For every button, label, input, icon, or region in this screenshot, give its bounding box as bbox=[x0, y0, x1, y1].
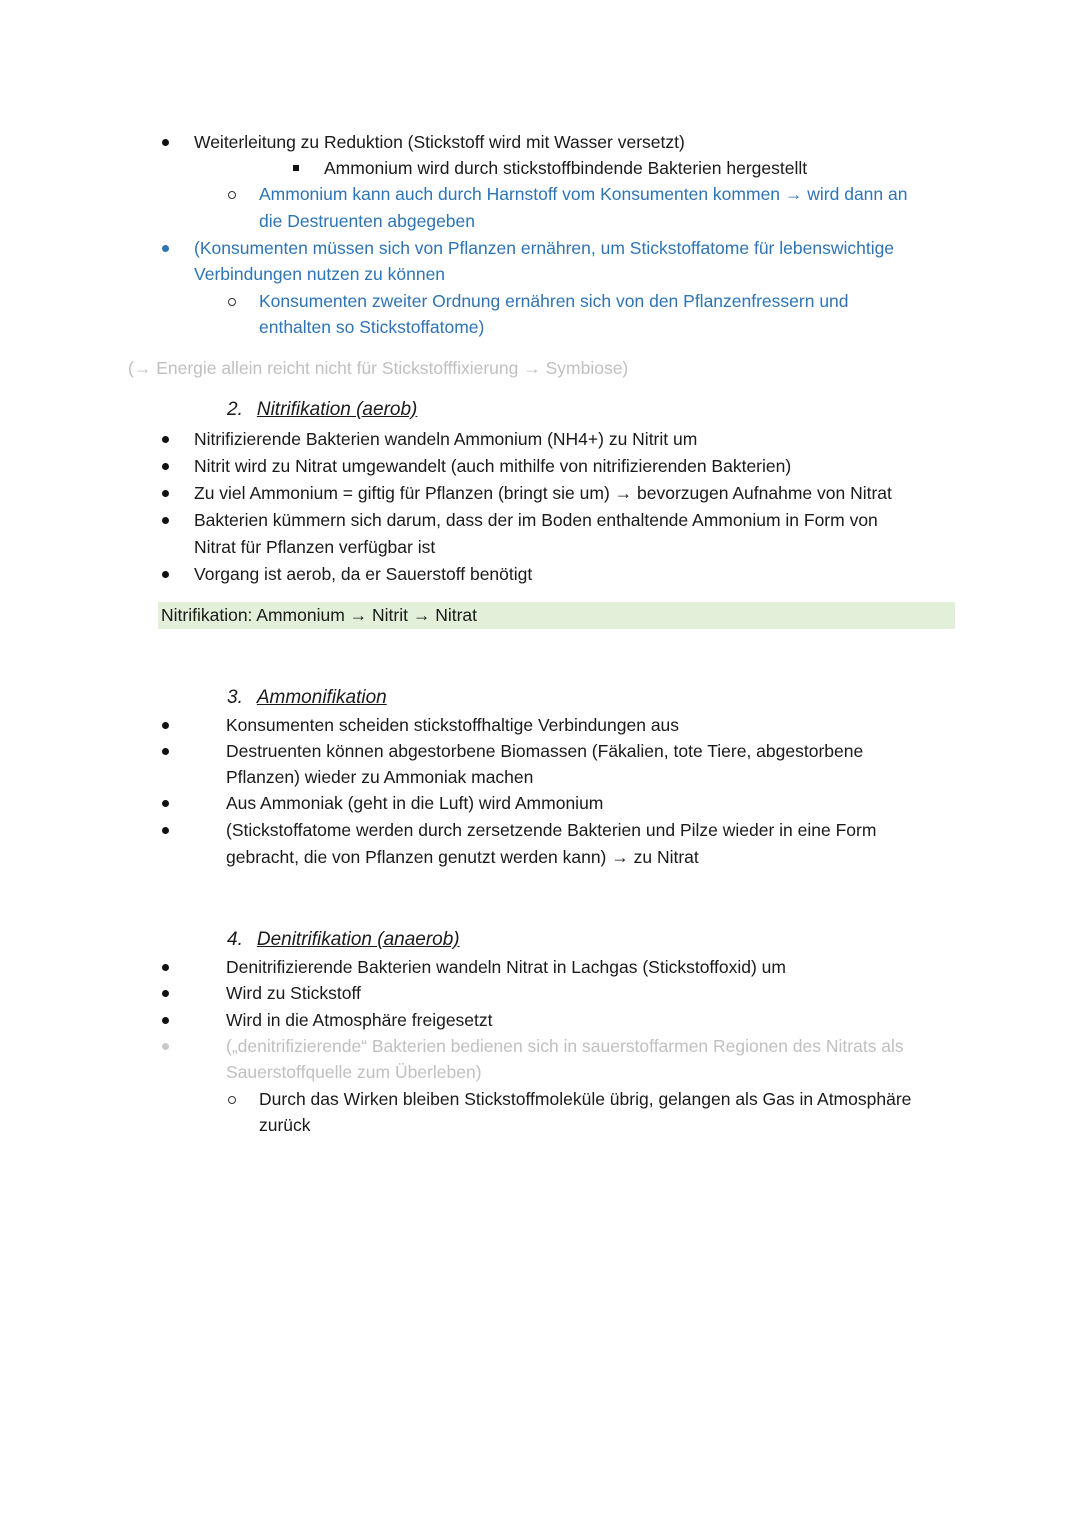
square-bullet-icon bbox=[293, 165, 299, 171]
bullet-icon bbox=[162, 571, 169, 578]
list-item: Aus Ammoniak (geht in die Luft) wird Ammonium bbox=[226, 793, 604, 813]
list-item: Wird zu Stickstoff bbox=[226, 983, 361, 1003]
circle-bullet-icon bbox=[228, 191, 236, 199]
circle-bullet-icon bbox=[228, 1096, 236, 1104]
list-item: zurück bbox=[259, 1115, 311, 1135]
bullet-icon bbox=[162, 463, 169, 470]
list-item: Vorgang ist aerob, da er Sauerstoff benötigt bbox=[194, 564, 533, 584]
bullet-icon bbox=[162, 245, 169, 252]
bullet-icon bbox=[162, 436, 169, 443]
section-title: Denitrifikation (anaerob) bbox=[256, 929, 460, 950]
text-line: die Destruenten abgegeben bbox=[259, 211, 476, 231]
text-line: Weiterleitung zu Reduktion (Stickstoff wird mit Wasser versetzt) bbox=[194, 132, 685, 152]
section-title: Nitrifikation (aerob) bbox=[256, 399, 418, 420]
note-text: (→ Energie allein reicht nicht für Stickstofffixierung → Symbiose) bbox=[128, 358, 629, 378]
bullet-icon bbox=[162, 827, 169, 834]
bullet-icon bbox=[162, 139, 169, 146]
text-line: enthalten so Stickstoffatome) bbox=[259, 317, 485, 337]
text-line: Ammonium kann auch durch Harnstoff vom Konsumenten kommen → wird dann an bbox=[259, 184, 908, 204]
bullet-icon bbox=[162, 517, 169, 524]
list-item: (Stickstoffatome werden durch zersetzende Bakterien und Pilze wieder in eine Form bbox=[226, 820, 877, 840]
list-item: Zu viel Ammonium = giftig für Pflanzen (bringt sie um) → bevorzugen Aufnahme von Nitrat bbox=[194, 483, 892, 503]
list-item: Bakterien kümmern sich darum, dass der im Boden enthaltende Ammonium in Form von bbox=[194, 510, 878, 530]
list-item: Wird in die Atmosphäre freigesetzt bbox=[226, 1010, 493, 1030]
list-item: Pflanzen) wieder zu Ammoniak machen bbox=[226, 767, 534, 787]
bullet-icon bbox=[162, 1017, 169, 1024]
bullet-icon bbox=[162, 964, 169, 971]
bullet-icon bbox=[162, 1043, 169, 1050]
list-item: Nitrat für Pflanzen verfügbar ist bbox=[194, 537, 436, 557]
list-item: Sauerstoffquelle zum Überleben) bbox=[226, 1062, 482, 1082]
list-item: Nitrifizierende Bakterien wandeln Ammonium (NH4+) zu Nitrit um bbox=[194, 429, 698, 449]
list-item: Destruenten können abgestorbene Biomassen (Fäkalien, tote Tiere, abgestorbene bbox=[226, 741, 864, 761]
section-number: 2. bbox=[227, 399, 243, 420]
bullet-icon bbox=[162, 490, 169, 497]
circle-bullet-icon bbox=[228, 298, 236, 306]
section-heading bbox=[227, 927, 460, 953]
bullet-icon bbox=[162, 800, 169, 807]
section-number: 3. bbox=[227, 687, 243, 708]
text-line: (Konsumenten müssen sich von Pflanzen ernähren, um Stickstoffatome für lebenswichtige bbox=[194, 238, 895, 258]
bullet-icon bbox=[162, 722, 169, 729]
section-title: Ammonifikation bbox=[256, 687, 387, 708]
list-item: („denitrifizierende“ Bakterien bedienen sich in sauerstoffarmen Regionen des Nitrats als bbox=[226, 1036, 904, 1056]
list-item: Denitrifizierende Bakterien wandeln Nitrat in Lachgas (Stickstoffoxid) um bbox=[226, 957, 786, 977]
section-heading bbox=[227, 397, 417, 423]
bullet-icon bbox=[162, 748, 169, 755]
summary-text: Nitrifikation: Ammonium → Nitrit → Nitrat bbox=[161, 605, 478, 625]
list-item: Durch das Wirken bleiben Stickstoffmoleküle übrig, gelangen als Gas in Atmosphäre bbox=[259, 1089, 912, 1109]
text-line: Ammonium wird durch stickstoffbindende Bakterien hergestellt bbox=[324, 158, 808, 178]
list-item: Konsumenten scheiden stickstoffhaltige Verbindungen aus bbox=[226, 715, 680, 735]
bullet-icon bbox=[162, 990, 169, 997]
text-line: Verbindungen nutzen zu können bbox=[194, 264, 446, 284]
text-line: Konsumenten zweiter Ordnung ernähren sich von den Pflanzenfressern und bbox=[259, 291, 849, 311]
list-item: gebracht, die von Pflanzen genutzt werden kann) → zu Nitrat bbox=[226, 847, 699, 867]
section-number: 4. bbox=[227, 929, 243, 950]
list-item: Nitrit wird zu Nitrat umgewandelt (auch mithilfe von nitrifizierenden Bakterien) bbox=[194, 456, 792, 476]
section-heading bbox=[227, 685, 387, 711]
